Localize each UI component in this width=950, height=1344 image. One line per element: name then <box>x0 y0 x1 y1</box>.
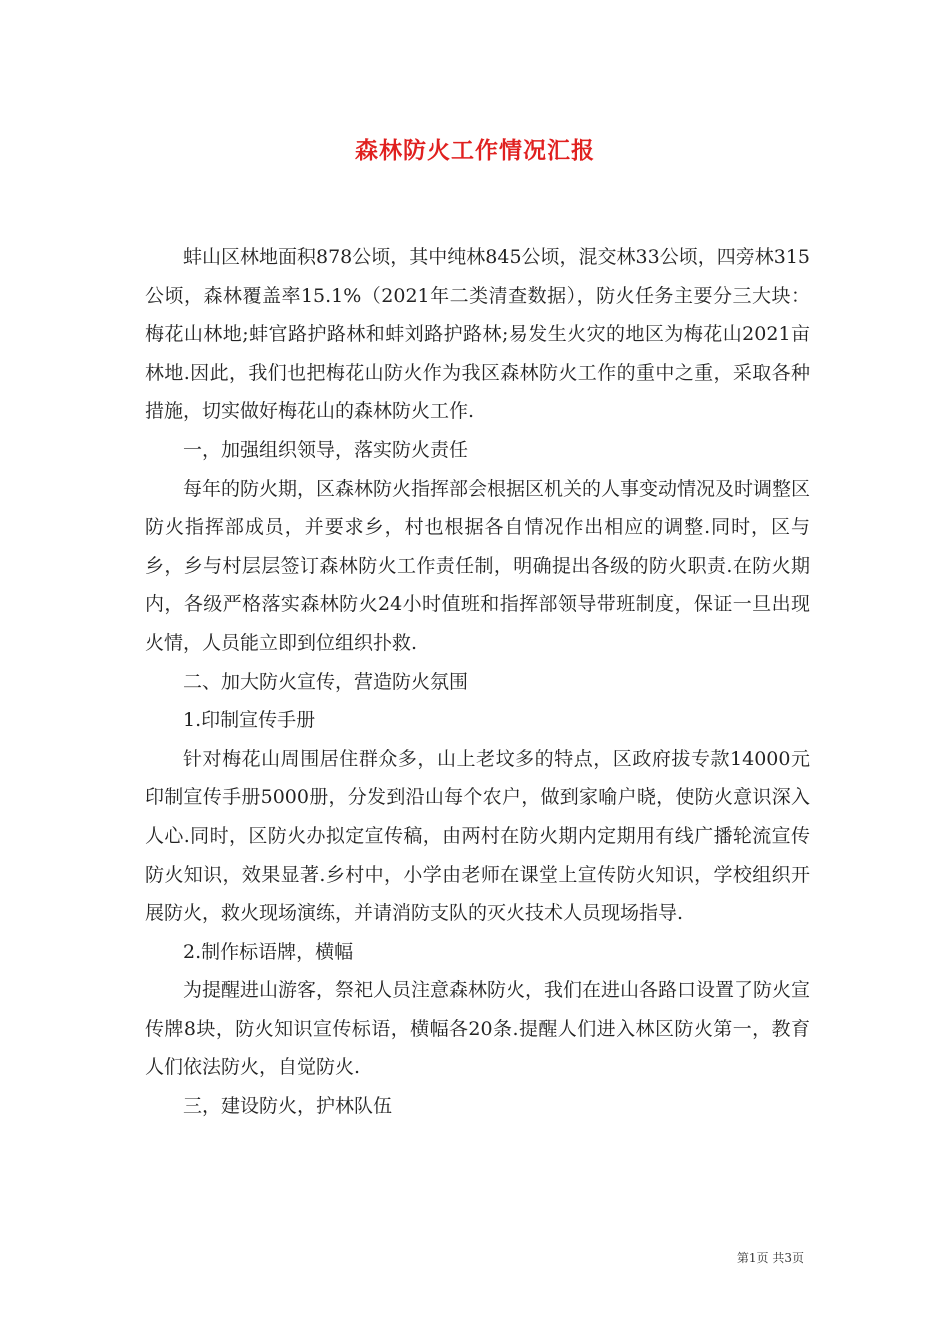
paragraph-intro: 蚌山区林地面积878公顷，其中纯林845公顷，混交林33公顷，四旁林315公顷，森林覆盖率15.1%（2021年二类清查数据），防火任务主要分三大块：梅花山林地;蚌官路护路林和蚌刘路护路林;易发生火灾的地区为梅花山2021亩林地.因此，我们也把梅花山防火作为我区森林防火工作的重中之重，采取各种措施，切实做好梅花山的森林防火工作. <box>145 246 810 423</box>
subsection-heading-2-1: 1.印制宣传手册 <box>183 709 316 732</box>
paragraph-section-1: 每年的防火期，区森林防火指挥部会根据区机关的人事变动情况及时调整区防火指挥部成员，并要求乡，村也根据各自情况作出相应的调整.同时，区与乡，乡与村层层签订森林防火工作责任制，明确提出各级的防火职责.在防火期内，各级严格落实森林防火24小时值班和指挥部领导带班制度，保证一旦出现火情，人员能立即到位组织扑救. <box>145 477 811 654</box>
section-heading-3: 三，建设防火，护林队伍 <box>183 1095 393 1118</box>
paragraph-section-2-1: 针对梅花山周围居住群众多，山上老坟多的特点，区政府拔专款14000元印制宣传手册5000册，分发到沿山每个农户，做到家喻户晓，使防火意识深入人心.同时，区防火办拟定宣传稿，由两村在防火期内定期用有线广播轮流宣传防火知识，效果显著.乡村中，小学由老师在课堂上宣传防火知识，学校组织开展防火，救火现场演练，并请消防支队的灭火技术人员现场指导. <box>145 747 810 925</box>
document-body <box>145 238 810 1126</box>
paragraph-section-2-2: 为提醒进山游客，祭祀人员注意森林防火，我们在进山各路口设置了防火宣传牌8块，防火知识宣传标语，横幅各20条.提醒人们进入林区防火第一，教育人们依法防火，自觉防火. <box>145 979 811 1079</box>
subsection-heading-2-2: 2.制作标语牌，横幅 <box>183 940 354 963</box>
section-heading-2: 二、加大防火宣传，营造防火氛围 <box>183 670 469 693</box>
section-heading-1: 一，加强组织领导，落实防火责任 <box>183 438 469 461</box>
document-title: 森林防火工作情况汇报 <box>355 137 595 164</box>
page-number-footer: 第1页 共3页 <box>736 1251 804 1265</box>
